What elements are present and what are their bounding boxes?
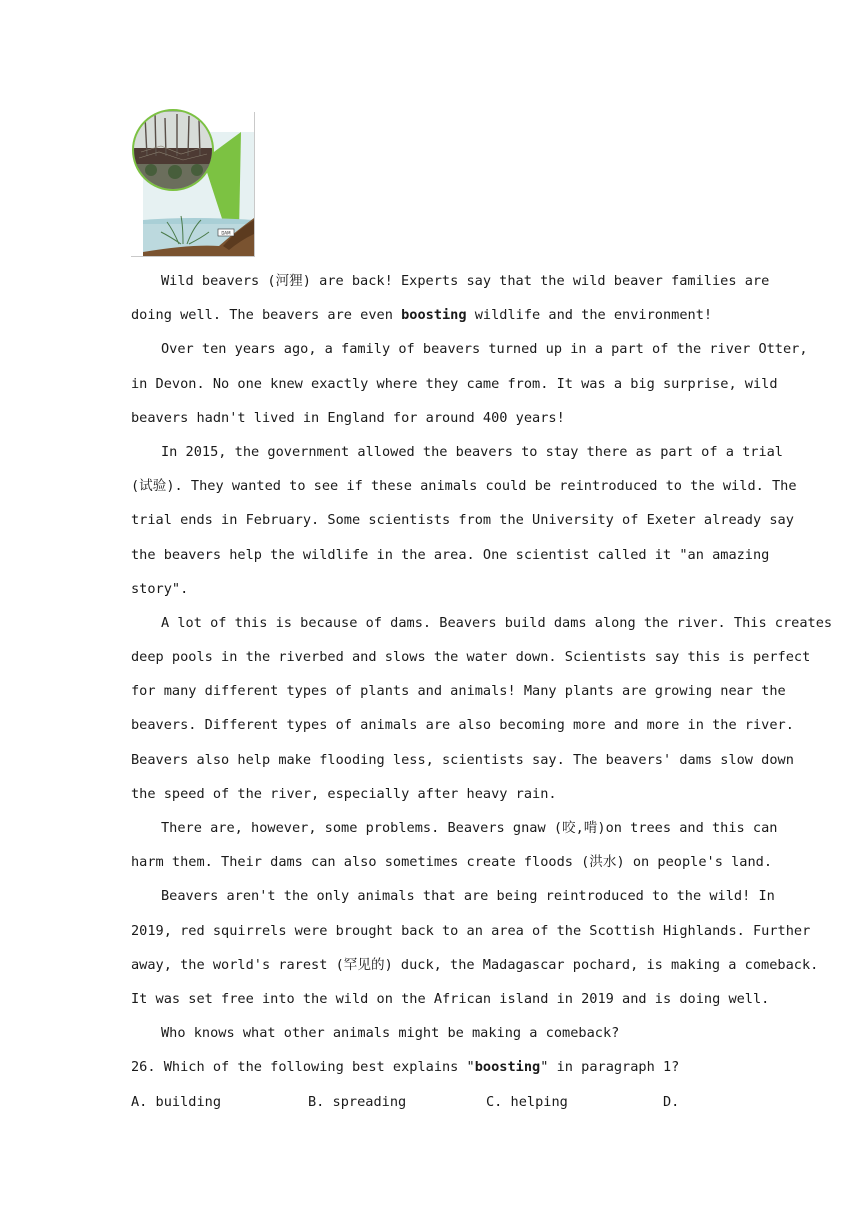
paragraph-4-line-2: deep pools in the riverbed and slows the water down. Scientists say this is perfect [131,649,811,666]
paragraph-4-line-4: beavers. Different types of animals are also becoming more and more in the river. [131,717,794,734]
question-keyword-boosting: boosting [474,1059,541,1076]
paragraph-3-line-5: story". [131,580,189,597]
option-a[interactable]: A. building [131,1093,222,1110]
option-c[interactable]: C. helping [486,1093,568,1110]
question-26-stem [131,1050,737,1084]
question-stem-end: " in paragraph 1? [540,1059,680,1076]
paragraph-2-line-3: beavers hadn't lived in England for around 400 years! [131,409,565,426]
paragraph-4-line-1: A lot of this is because of dams. Beavers build dams along the river. This creates [161,614,833,631]
paragraph-3-line-4: the beavers help the wildlife in the area. One scientist called it "an amazing [131,546,770,563]
question-stem-start: 26. Which of the following best explains " [131,1059,475,1076]
paragraph-1-line-1: Wild beavers (河狸) are back! Experts say that the wild beaver families are [161,273,770,289]
paragraph-2-line-2: in Devon. No one knew exactly where they came from. It was a big surprise, wild [131,375,778,392]
beaver-dam-illustration [131,112,255,257]
paragraph-1-line-2-end: wildlife and the environment! [466,307,713,324]
paragraph-4-line-6: the speed of the river, especially after heavy rain. [131,785,557,802]
option-b[interactable]: B. spreading [308,1093,407,1110]
paragraph-3-line-2: (试验). They wanted to see if these animals could be reintroduced to the wild. The [131,478,797,495]
paragraph-7-line-1: Who knows what other animals might be making a comeback? [161,1025,620,1042]
paragraph-1-line-2 [131,298,737,332]
paragraph-1-line-2-start: doing well. The beavers are even [131,307,402,324]
paragraph-5-line-1: There are, however, some problems. Beavers gnaw (咬,啃)on trees and this can [161,820,778,836]
paragraph-6-line-2: 2019, red squirrels were brought back to an area of the Scottish Highlands. Further [131,922,811,939]
option-d[interactable]: D. [663,1093,680,1110]
paragraph-6-line-4: It was set free into the wild on the African island in 2019 and is doing well. [131,990,770,1007]
paragraph-3-line-1: In 2015, the government allowed the beavers to stay there as part of a trial [161,443,783,460]
question-26-options [131,1085,737,1119]
dam-label: DAM [221,230,231,236]
paragraph-6-line-1: Beavers aren't the only animals that are being reintroduced to the wild! In [161,888,775,905]
paragraph-4-line-3: for many different types of plants and animals! Many plants are growing near the [131,683,786,700]
paragraph-6-line-3: away, the world's rarest (罕见的) duck, the Madagascar pochard, is making a comeback. [131,956,819,973]
article-text [131,264,833,1119]
paragraph-2-line-1: Over ten years ago, a family of beavers turned up in a part of the river Otter, [161,341,808,358]
paragraph-4-line-5: Beavers also help make flooding less, scientists say. The beavers' dams slow down [131,751,794,768]
keyword-boosting: boosting [401,307,467,324]
paragraph-5-line-2: harm them. Their dams can also sometimes create floods (洪水) on people's land. [131,854,772,871]
paragraph-3-line-3: trial ends in February. Some scientists from the University of Exeter already say [131,512,794,529]
